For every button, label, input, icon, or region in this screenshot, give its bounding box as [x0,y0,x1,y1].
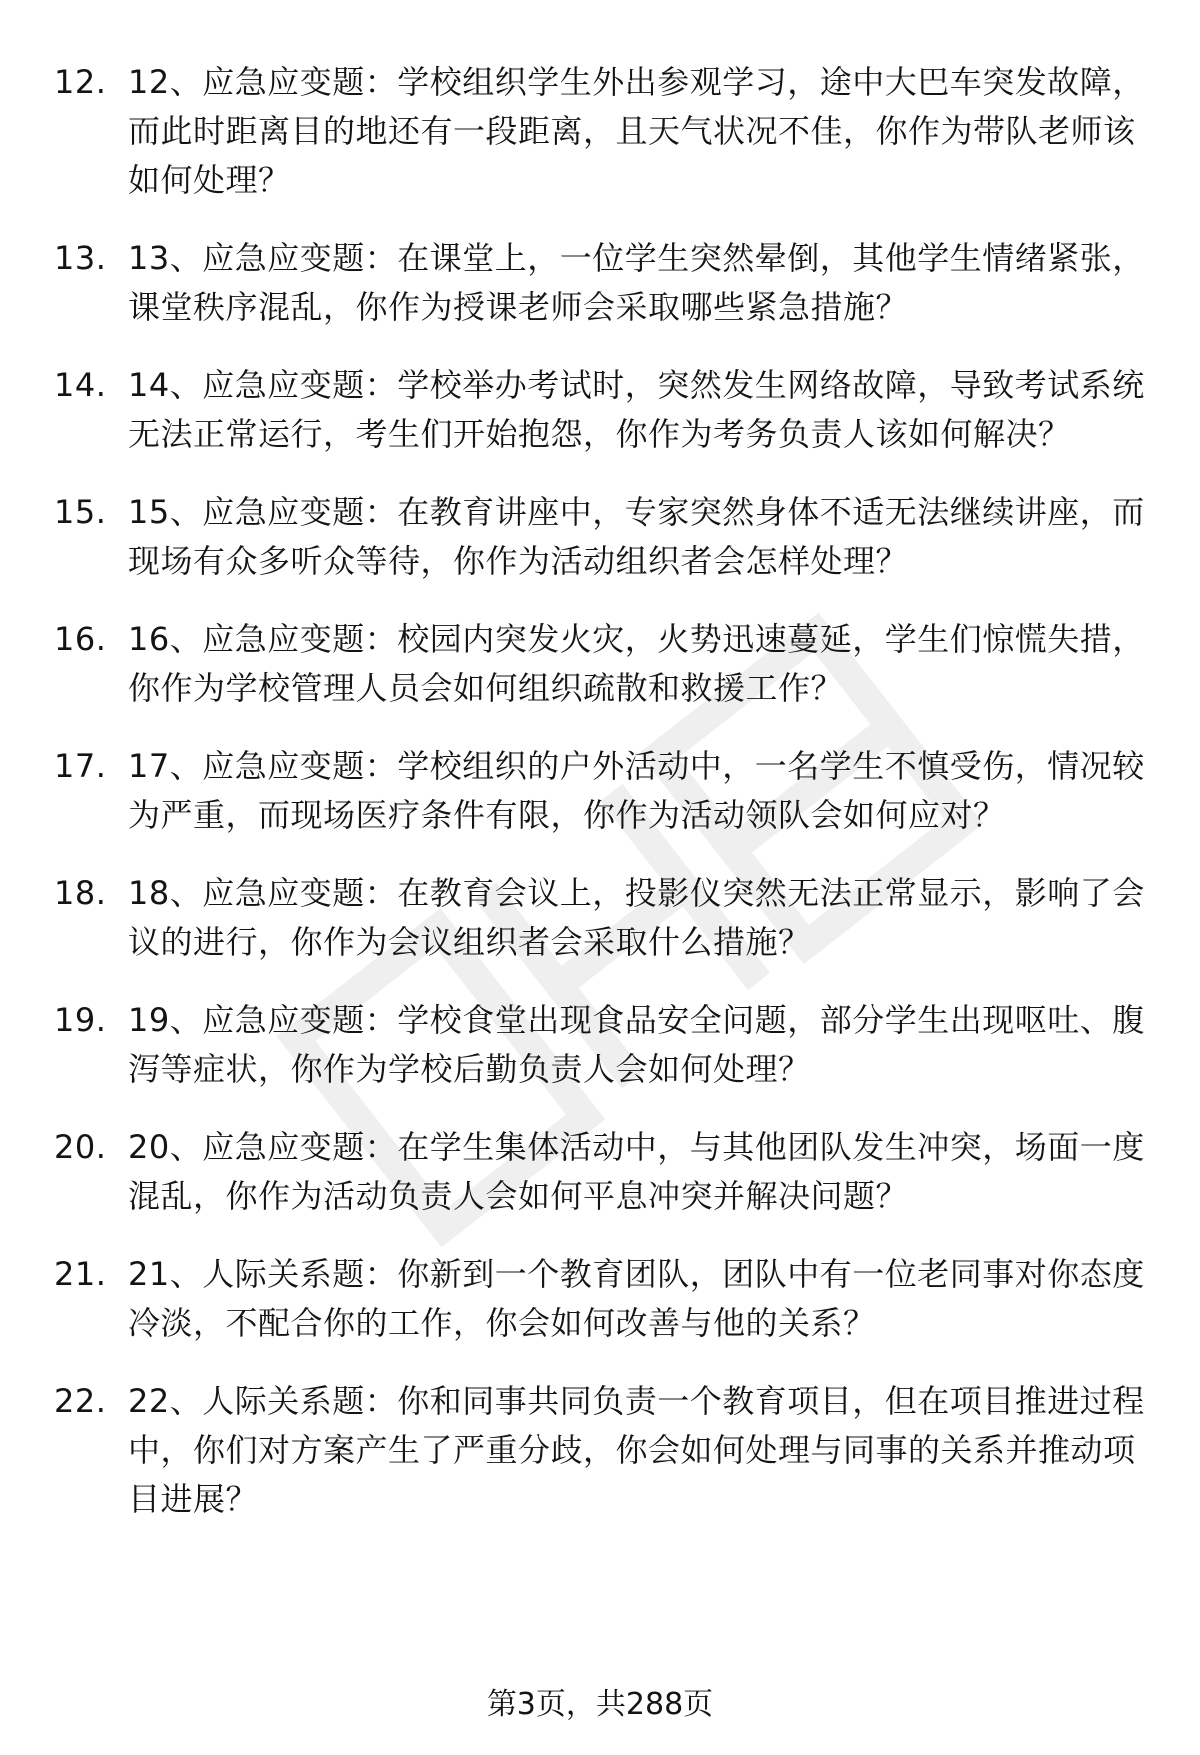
list-item [0,996,1200,1094]
question-number: 18. [54,874,107,912]
list-item [0,361,1200,459]
page-footer [0,1685,1200,1725]
question-number: 14. [54,366,107,404]
list-item [0,869,1200,967]
question-number: 19. [54,1001,107,1039]
question-text: 18、应急应变题：在教育会议上，投影仪突然无法正常显示，影响了会议的进行，你作为会议组织者会采取什么措施？ [128,874,1145,961]
question-number: 21. [54,1255,107,1293]
question-text: 13、应急应变题：在课堂上，一位学生突然晕倒，其他学生情绪紧张，课堂秩序混乱，你作为授课老师会采取哪些紧急措施？ [128,239,1145,326]
list-item [0,234,1200,332]
list-item [0,58,1200,205]
question-number: 12. [54,63,107,101]
question-text: 17、应急应变题：学校组织的户外活动中，一名学生不慎受伤，情况较为严重，而现场医疗条件有限，你作为活动领队会如何应对？ [128,747,1145,834]
question-text: 15、应急应变题：在教育讲座中，专家突然身体不适无法继续讲座，而现场有众多听众等待，你作为活动组织者会怎样处理？ [128,493,1145,580]
page-number-label: 第3页，共288页 [486,1687,714,1722]
list-item [0,1377,1200,1524]
question-number: 15. [54,493,107,531]
question-text: 12、应急应变题：学校组织学生外出参观学习，途中大巴车突发故障，而此时距离目的地还有一段距离，且天气状况不佳，你作为带队老师该如何处理？ [128,63,1145,199]
list-item [0,615,1200,713]
question-text: 14、应急应变题：学校举办考试时，突然发生网络故障，导致考试系统无法正常运行，考生们开始抱怨，你作为考务负责人该如何解决？ [128,366,1145,453]
list-item [0,1250,1200,1348]
question-number: 13. [54,239,107,277]
question-text: 20、应急应变题：在学生集体活动中，与其他团队发生冲突，场面一度混乱，你作为活动负责人会如何平息冲突并解决问题？ [128,1128,1145,1215]
question-text: 22、人际关系题：你和同事共同负责一个教育项目，但在项目推进过程中，你们对方案产生了严重分歧，你会如何处理与同事的关系并推动项目进展？ [128,1382,1145,1518]
question-number: 20. [54,1128,107,1166]
question-number: 17. [54,747,107,785]
question-number: 16. [54,620,107,658]
list-item [0,742,1200,840]
question-text: 21、人际关系题：你新到一个教育团队，团队中有一位老同事对你态度冷淡，不配合你的工作，你会如何改善与他的关系？ [128,1255,1145,1342]
list-item [0,488,1200,586]
question-text: 19、应急应变题：学校食堂出现食品安全问题，部分学生出现呕吐、腹泻等症状，你作为学校后勤负责人会如何处理？ [128,1001,1145,1088]
question-list [0,58,1200,1553]
list-item [0,1123,1200,1221]
question-text: 16、应急应变题：校园内突发火灾，火势迅速蔓延，学生们惊慌失措，你作为学校管理人员会如何组织疏散和救援工作？ [128,620,1145,707]
question-number: 22. [54,1382,107,1420]
